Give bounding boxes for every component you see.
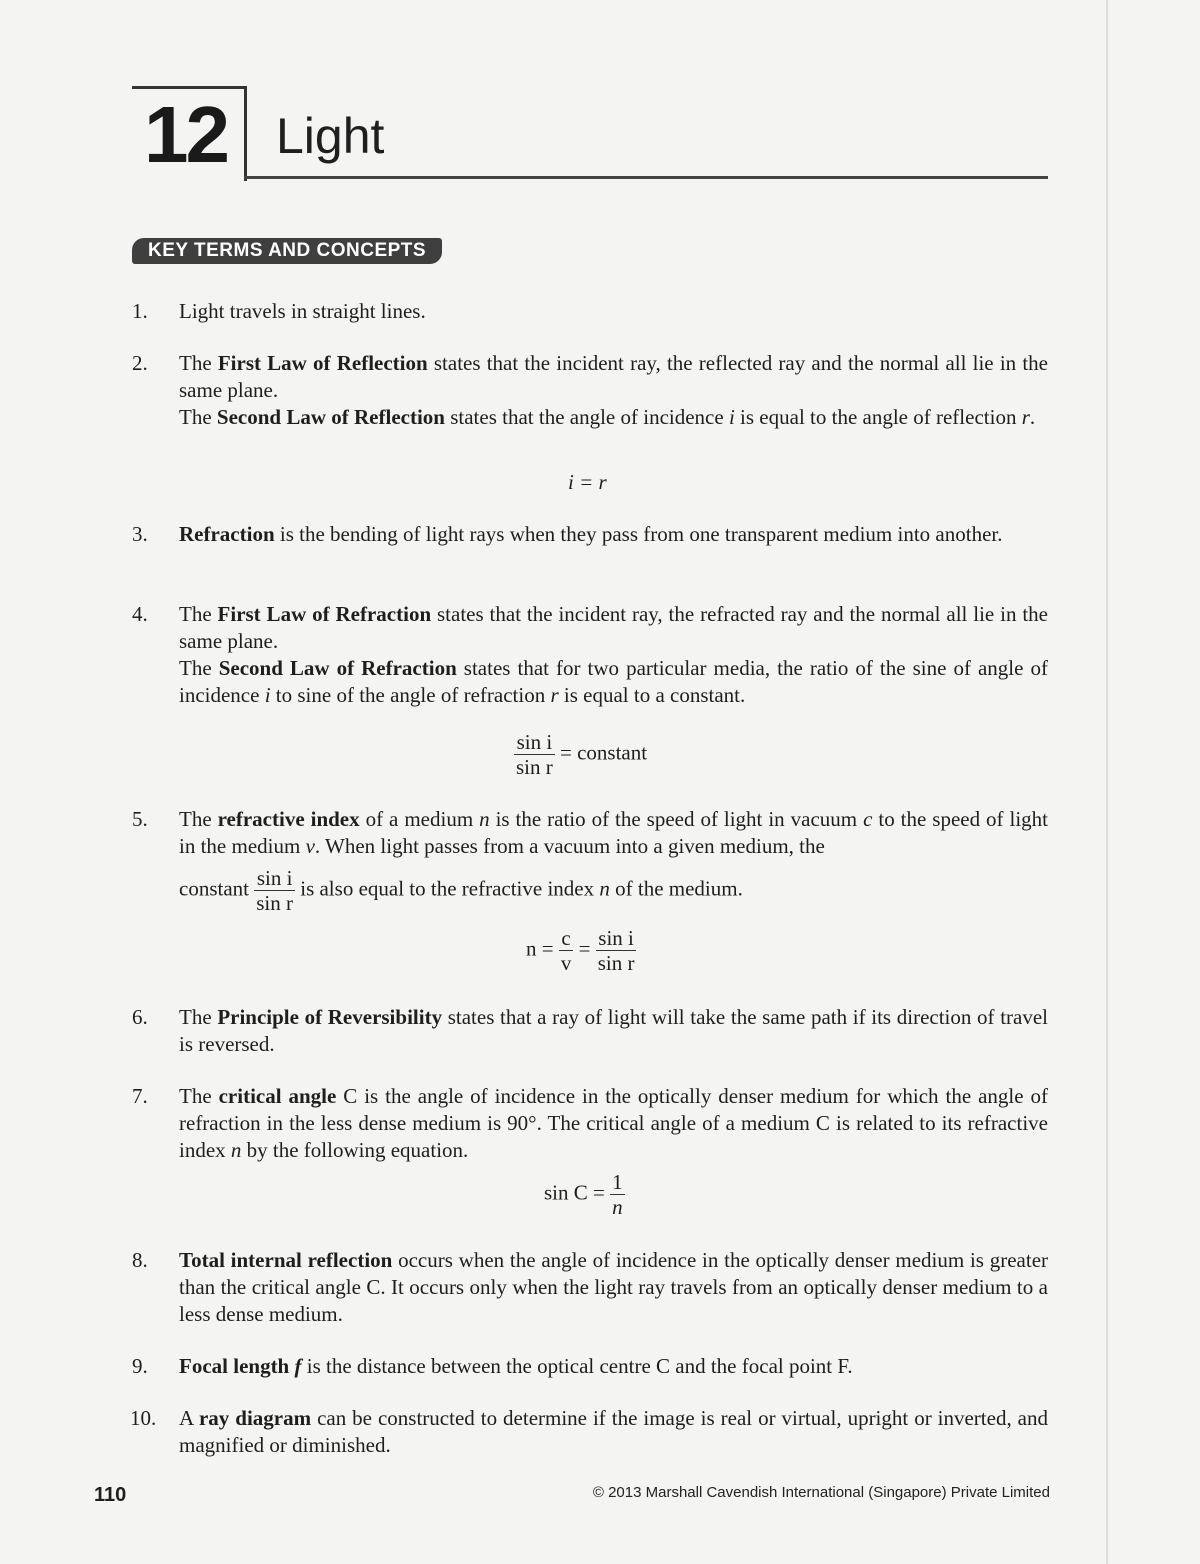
item-number: 8. <box>132 1248 148 1272</box>
page-number: 110 <box>94 1484 127 1506</box>
item-text: Focal length f is the distance between the optical centre C and the focal point F. <box>179 1354 853 1378</box>
item-paragraph: constant $\frac{\text{sin i}}{\text{sin r}}$ is also equal to the refractive index n of the medium. <box>179 866 743 915</box>
equation-reflection: i = r <box>568 470 607 494</box>
key-term: ray diagram <box>198 1406 312 1430</box>
item-number: 2. <box>132 351 148 375</box>
fraction: $\frac{1}{n}$ <box>612 1170 623 1219</box>
list-item-4 <box>132 601 1048 709</box>
key-term: Refraction <box>179 522 275 546</box>
fraction: $\frac{c}{v}$ <box>560 926 572 975</box>
item-number: 3. <box>132 522 148 546</box>
item-number: 6. <box>132 1005 148 1029</box>
list-item-3 <box>132 521 1048 548</box>
item-number: 1. <box>132 299 148 323</box>
item-paragraph: The refractive index of a medium n is the ratio of the speed of light in vacuum c to the speed of light in the medium v. When light passes from a vacuum into a given medium, the <box>179 807 1049 858</box>
item-number: 9. <box>132 1354 148 1378</box>
item-number: 10. <box>130 1406 157 1430</box>
list-item-10 <box>132 1405 1048 1459</box>
copyright-notice: © 2013 Marshall Cavendish International (Singapore) Private Limited <box>592 1484 1050 1501</box>
section-heading: KEY TERMS AND CONCEPTS <box>132 238 442 264</box>
chapter-rule <box>244 176 1048 179</box>
key-term: Second Law of Refraction <box>218 656 457 680</box>
list-item-9 <box>132 1353 1048 1380</box>
key-term: Principle of Reversibility <box>217 1005 443 1029</box>
list-item-8 <box>132 1247 1048 1328</box>
chapter-title: Light <box>276 108 385 164</box>
chapter-number: 12 <box>144 90 227 179</box>
item-number: 4. <box>132 602 148 626</box>
equation-refractive-index: n = $\frac{c}{v}$ = $\frac{\text{sin i}}{\text{sin r}}$ <box>526 926 635 975</box>
key-term: First Law of Refraction <box>217 602 432 626</box>
list-item-1 <box>132 298 1048 325</box>
equation-critical-angle: sin C = $\frac{1}{n}$ <box>544 1170 623 1219</box>
equation-snell: $\frac{\text{sin i}}{\text{sin r}}$ = constant <box>516 730 648 779</box>
item-number: 7. <box>132 1084 148 1108</box>
item-text: Refraction is the bending of light rays when they pass from one transparent medium into another. <box>179 522 1003 546</box>
item-paragraph: The First Law of Reflection states that the incident ray, the reflected ray and the normal all lie in the same plane. <box>179 351 1048 402</box>
item-paragraph: The Second Law of Refraction states that for two particular media, the ratio of the sine of angle of incidence i to sine of the angle of refraction r is equal to a constant. <box>179 656 1048 707</box>
list-item-2 <box>132 350 1048 431</box>
list-item-7 <box>132 1083 1048 1164</box>
item-text: Total internal reflection occurs when the angle of incidence in the optically denser medium is greater than the critical angle C. It occurs only when the light ray travels from an optically denser medium to a less dense medium. <box>179 1248 1049 1326</box>
key-term: critical angle <box>218 1084 337 1108</box>
fraction: $\frac{\text{sin i}}{\text{sin r}}$ <box>516 730 553 779</box>
item-text: The critical angle C is the angle of incidence in the optically denser medium for which the angle of refraction in the less dense medium is 90°. The critical angle of a medium C is related to its refractive index n by the following equation. <box>179 1084 1048 1162</box>
key-term: Total internal reflection <box>179 1248 393 1272</box>
list-item-5 <box>132 806 1048 915</box>
fraction: $\frac{\text{sin i}}{\text{sin r}}$ <box>256 866 293 915</box>
item-text: Light travels in straight lines. <box>179 299 426 323</box>
key-term: Second Law of Reflection <box>216 405 445 429</box>
key-term: First Law of Reflection <box>217 351 428 375</box>
item-text: A ray diagram can be constructed to determine if the image is real or virtual, upright or inverted, and magnified or diminished. <box>179 1406 1048 1457</box>
key-term: refractive index <box>217 807 360 831</box>
item-text: The Principle of Reversibility states that a ray of light will take the same path if its direction of travel is reversed. <box>179 1005 1048 1056</box>
key-term: Focal length <box>179 1354 295 1378</box>
page-edge <box>1106 0 1108 1564</box>
item-paragraph: The First Law of Refraction states that the incident ray, the refracted ray and the normal all lie in the same plane. <box>179 602 1048 653</box>
fraction: $\frac{\text{sin i}}{\text{sin r}}$ <box>597 926 635 975</box>
item-paragraph: The Second Law of Reflection states that the angle of incidence i is equal to the angle of reflection r. <box>179 405 1036 429</box>
list-item-6 <box>132 1004 1048 1058</box>
item-number: 5. <box>132 807 148 831</box>
chapter-header <box>132 86 1048 182</box>
